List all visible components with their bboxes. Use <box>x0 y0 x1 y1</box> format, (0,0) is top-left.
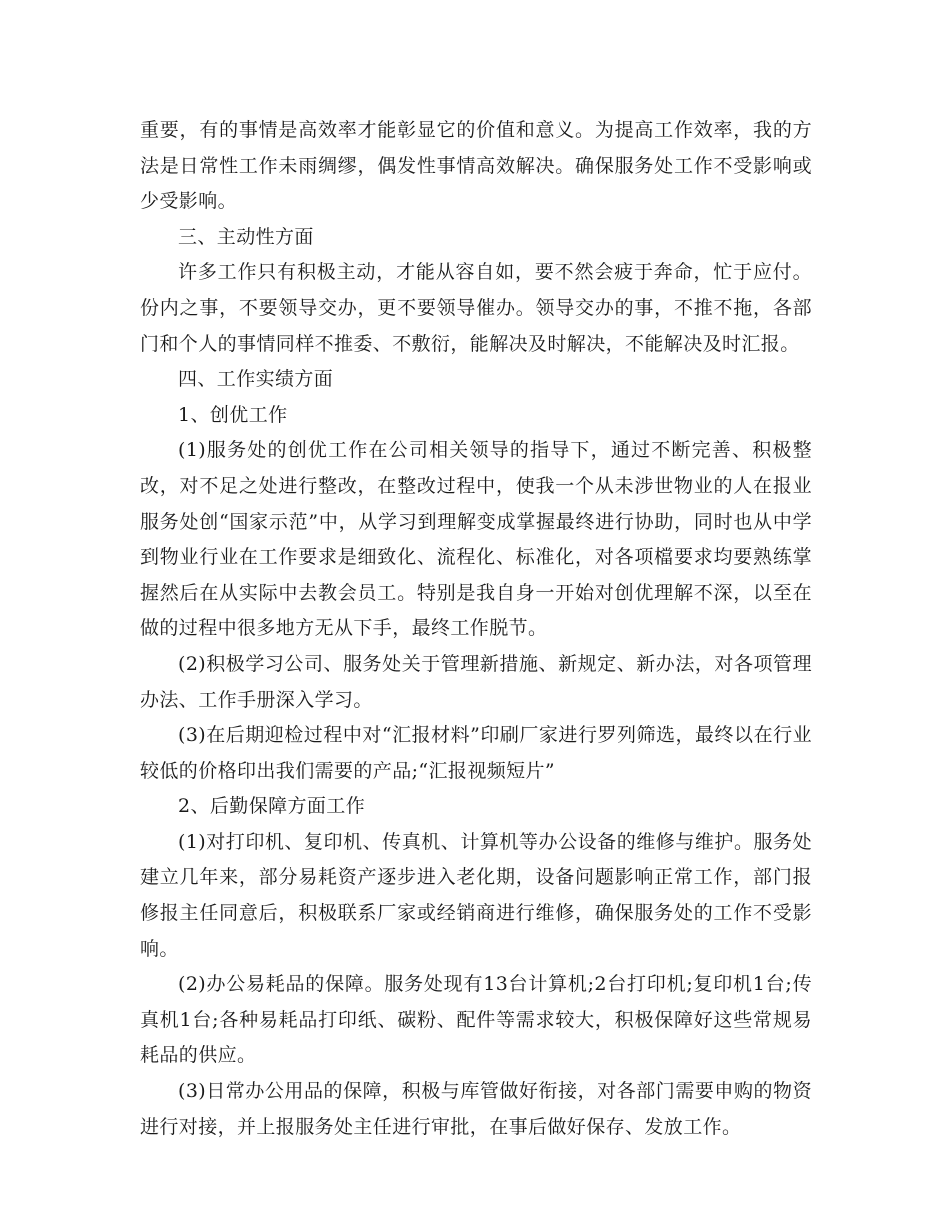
subheading-excellence-work: 1、创优工作 <box>178 403 288 426</box>
paragraph-excellence-2: (2)积极学习公司、服务处关于管理新措施、新规定、新办法，对各项管理办法、工作手册深入学习。 <box>140 652 812 711</box>
subheading-logistics: 2、后勤保障方面工作 <box>178 795 366 818</box>
paragraph-efficiency-end: 重要，有的事情是高效率才能彰显它的价值和意义。为提高工作效率，我的方法是日常性工作未雨绸缪，偶发性事情高效解决。确保服务处工作不受影响或少受影响。 <box>140 119 812 213</box>
document-body <box>140 113 812 1145</box>
paragraph-logistics-3: (3)日常办公用品的保障，积极与库管做好衔接，对各部门需要申购的物资进行对接，并上报服务处主任进行审批，在事后做好保存、发放工作。 <box>140 1080 812 1138</box>
paragraph-excellence-1: (1)服务处的创优工作在公司相关领导的指导下，通过不断完善、积极整改，对不足之处进行整改，在整改过程中，使我一个从未涉世物业的人在报业服务处创“国家示范”中，从学习到理解变成掌握最终进行协助，同时也从中学到物业行业在工作要求是细致化、流程化、标准化，对各项檔要求均要熟练掌握然后在从实际中去教会员工。特别是我自身一开始对创优理解不深，以至在做的过程中很多地方无从下手，最终工作脱节。 <box>140 439 812 640</box>
heading-initiative: 三、主动性方面 <box>178 225 314 248</box>
paragraph-logistics-1: (1)对打印机、复印机、传真机、计算机等办公设备的维修与维护。服务处建立几年来，部分易耗资产逐步进入老化期，设备问题影响正常工作，部门报修报主任同意后，积极联系厂家或经销商进行维修，确保服务处的工作不受影响。 <box>140 830 812 960</box>
paragraph-logistics-2: (2)办公易耗品的保障。服务处现有13台计算机;2台打印机;复印机1台;传真机1台;各种易耗品打印纸、碳粉、配件等需求较大，积极保障好这些常规易耗品的供应。 <box>140 973 812 1067</box>
heading-achievements: 四、工作实绩方面 <box>178 368 334 391</box>
paragraph-excellence-3: (3)在后期迎检过程中对“汇报材料”印刷厂家进行罗列筛选，最终以在行业较低的价格印出我们需要的产品;“汇报视频短片” <box>140 724 812 782</box>
paragraph-initiative: 许多工作只有积极主动，才能从容自如，要不然会疲于奔命，忙于应付。份内之事，不要领导交办，更不要领导催办。领导交办的事，不推不拖，各部门和个人的事情同样不推委、不敷衍，能解决及时解决，不能解决及时汇报。 <box>140 261 812 355</box>
